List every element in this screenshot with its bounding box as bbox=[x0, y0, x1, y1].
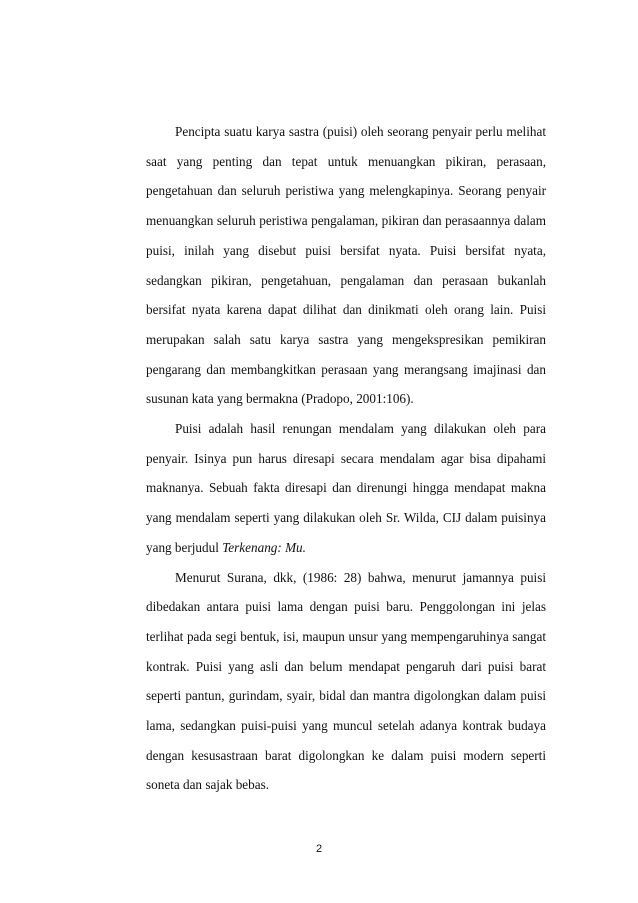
page-number: 2 bbox=[315, 843, 323, 855]
paragraph-2 bbox=[146, 414, 546, 563]
body-text bbox=[146, 117, 546, 800]
paragraph-3: Menurut Surana, dkk, (1986: 28) bahwa, menurut jamannya puisi dibedakan antara puisi lama dengan puisi baru. Penggolongan ini jelas terlihat pada segi bentuk, isi, maupun unsur yang mempengaruhinya sangat kontrak. Puisi yang asli dan belum mendapat pengaruh dari puisi barat seperti pantun, gurindam, syair, bidal dan mantra digolongkan dalam puisi lama, sedangkan puisi-puisi yang muncul setelah adanya kontrak budaya dengan kesusastraan barat digolongkan ke dalam puisi modern seperti soneta dan sajak bebas. bbox=[146, 569, 546, 793]
paragraph-2-text: Puisi adalah hasil renungan mendalam yang dilakukan oleh para penyair. Isinya pun harus diresapi secara mendalam agar bisa dipahami maknanya. Sebuah fakta diresapi dan direnungi hingga mendapat makna yang mendalam seperti yang dilakukan oleh Sr. Wilda, CIJ dalam puisinya yang berjudul bbox=[146, 421, 546, 555]
paragraph-1: Pencipta suatu karya sastra (puisi) oleh seorang penyair perlu melihat saat yang penting dan tepat untuk menuangkan pikiran, perasaan, pengetahuan dan seluruh peristiwa yang melengkapinya. Seorang penyair menuangkan seluruh peristiwa pengalaman, pikiran dan perasaannya dalam puisi, inilah yang disebut puisi bersifat nyata. Puisi bersifat nyata, sedangkan pikiran, pengetahuan, pengalaman dan perasaan bukanlah bersifat nyata karena dapat dilihat dan dinikmati oleh orang lain. Puisi merupakan salah satu karya sastra yang mengekspresikan pemikiran pengarang dan membangkitkan perasaan yang merangsang imajinasi dan susunan kata yang bermakna (Pradopo, 2001:106). bbox=[146, 124, 546, 407]
poem-title: Terkenang: Mu. bbox=[222, 539, 306, 555]
